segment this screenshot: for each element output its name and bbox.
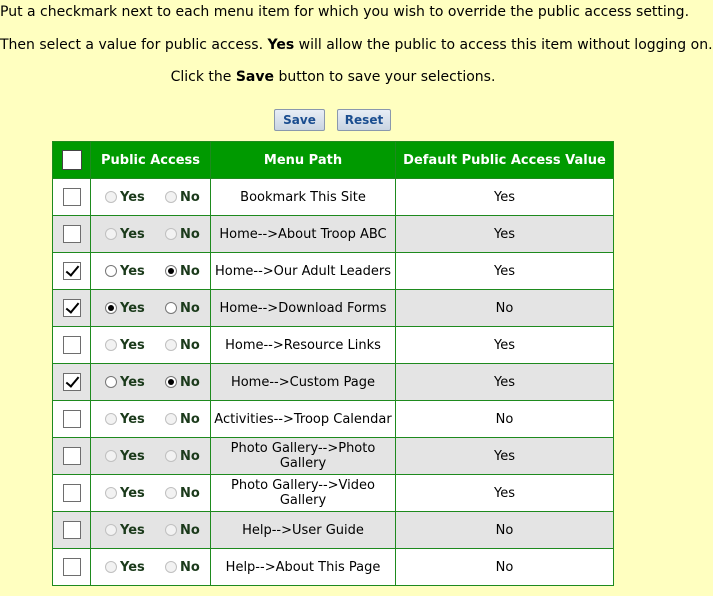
no-label: No <box>180 226 200 242</box>
public-access-cell <box>91 179 211 216</box>
yes-radio[interactable] <box>105 339 117 351</box>
yes-option[interactable] <box>105 449 165 464</box>
public-access-cell <box>91 253 211 290</box>
access-radio-group <box>91 523 210 538</box>
no-option[interactable] <box>165 375 205 390</box>
no-label: No <box>180 337 200 353</box>
yes-label: Yes <box>120 189 145 205</box>
default-value-cell: Yes <box>396 253 614 290</box>
default-value-cell: Yes <box>396 216 614 253</box>
public-access-cell <box>91 549 211 586</box>
access-radio-group <box>91 338 210 353</box>
no-label: No <box>180 411 200 427</box>
default-value-cell: Yes <box>396 438 614 475</box>
instruction-bold: Yes <box>267 37 295 53</box>
yes-label: Yes <box>120 374 145 390</box>
row-checkbox[interactable] <box>63 521 81 539</box>
row-checkbox[interactable] <box>63 373 81 391</box>
no-radio[interactable] <box>165 339 177 351</box>
table-row <box>53 179 614 216</box>
row-checkbox[interactable] <box>63 188 81 206</box>
row-select-cell <box>53 438 91 475</box>
no-radio[interactable] <box>165 191 177 203</box>
row-checkbox[interactable] <box>63 336 81 354</box>
access-radio-group <box>91 449 210 464</box>
public-access-cell <box>91 364 211 401</box>
menu-path-cell: Home-->About Troop ABC <box>211 216 396 253</box>
no-radio[interactable] <box>165 302 177 314</box>
menu-path-cell: Activities-->Troop Calendar <box>211 401 396 438</box>
no-radio[interactable] <box>165 265 177 277</box>
table-row <box>53 253 614 290</box>
yes-radio[interactable] <box>105 228 117 240</box>
save-button[interactable]: Save <box>274 109 325 131</box>
row-select-cell <box>53 179 91 216</box>
yes-radio[interactable] <box>105 561 117 573</box>
no-radio[interactable] <box>165 413 177 425</box>
instruction-line-2 <box>0 37 713 53</box>
default-value-cell: No <box>396 549 614 586</box>
menu-path-cell: Photo Gallery-->Video Gallery <box>211 475 396 512</box>
no-option[interactable] <box>165 227 205 242</box>
instruction-line-3 <box>0 69 666 85</box>
table-row <box>53 549 614 586</box>
yes-option[interactable] <box>105 338 165 353</box>
access-radio-group <box>91 190 210 205</box>
yes-radio[interactable] <box>105 450 117 462</box>
yes-label: Yes <box>120 411 145 427</box>
menu-path-cell: Home-->Resource Links <box>211 327 396 364</box>
instruction-bold: Save <box>235 69 274 85</box>
menu-path-cell: Help-->About This Page <box>211 549 396 586</box>
row-checkbox[interactable] <box>63 299 81 317</box>
no-option[interactable] <box>165 523 205 538</box>
no-label: No <box>180 559 200 575</box>
no-radio[interactable] <box>165 376 177 388</box>
no-radio[interactable] <box>165 450 177 462</box>
no-option[interactable] <box>165 412 205 427</box>
yes-option[interactable] <box>105 486 165 501</box>
menu-path-header: Menu Path <box>211 142 396 179</box>
row-checkbox[interactable] <box>63 558 81 576</box>
yes-radio[interactable] <box>105 413 117 425</box>
public-access-cell <box>91 438 211 475</box>
row-select-cell <box>53 549 91 586</box>
table-row <box>53 475 614 512</box>
table-row <box>53 216 614 253</box>
public-access-cell <box>91 512 211 549</box>
public-access-cell <box>91 401 211 438</box>
no-radio[interactable] <box>165 561 177 573</box>
row-select-cell <box>53 216 91 253</box>
access-radio-group <box>91 301 210 316</box>
instruction-line-1 <box>0 4 690 20</box>
table-row <box>53 290 614 327</box>
row-select-cell <box>53 512 91 549</box>
yes-radio[interactable] <box>105 376 117 388</box>
row-select-cell <box>53 364 91 401</box>
access-radio-group <box>91 486 210 501</box>
no-radio[interactable] <box>165 228 177 240</box>
yes-label: Yes <box>120 522 145 538</box>
row-checkbox[interactable] <box>63 262 81 280</box>
menu-path-cell: Home-->Download Forms <box>211 290 396 327</box>
yes-option[interactable] <box>105 190 165 205</box>
table-row <box>53 327 614 364</box>
instruction-text: Put a checkmark next to each menu item for which you wish to override the public access setting. <box>0 4 690 20</box>
instruction-text: Click the <box>170 69 232 85</box>
yes-option[interactable] <box>105 412 165 427</box>
yes-label: Yes <box>120 448 145 464</box>
instruction-text: button to save your selections. <box>278 69 496 85</box>
no-option[interactable] <box>165 264 205 279</box>
no-label: No <box>180 522 200 538</box>
yes-label: Yes <box>120 337 145 353</box>
table-row <box>53 512 614 549</box>
yes-radio[interactable] <box>105 265 117 277</box>
yes-radio[interactable] <box>105 524 117 536</box>
default-value-cell: No <box>396 512 614 549</box>
table-header-row <box>53 142 614 179</box>
public-access-cell <box>91 290 211 327</box>
row-checkbox[interactable] <box>63 447 81 465</box>
table-row <box>53 364 614 401</box>
no-radio[interactable] <box>165 487 177 499</box>
row-checkbox[interactable] <box>63 484 81 502</box>
row-checkbox[interactable] <box>63 410 81 428</box>
no-option[interactable] <box>165 486 205 501</box>
no-label: No <box>180 374 200 390</box>
yes-option[interactable] <box>105 264 165 279</box>
yes-option[interactable] <box>105 301 165 316</box>
table-row <box>53 401 614 438</box>
no-option[interactable] <box>165 338 205 353</box>
access-radio-group <box>91 264 210 279</box>
no-label: No <box>180 189 200 205</box>
row-select-cell <box>53 290 91 327</box>
access-radio-group <box>91 375 210 390</box>
row-select-cell <box>53 253 91 290</box>
public-access-header: Public Access <box>91 142 211 179</box>
no-label: No <box>180 263 200 279</box>
menu-path-cell: Bookmark This Site <box>211 179 396 216</box>
yes-label: Yes <box>120 263 145 279</box>
menu-path-cell: Photo Gallery-->Photo Gallery <box>211 438 396 475</box>
menu-access-table <box>52 141 614 586</box>
yes-option[interactable] <box>105 523 165 538</box>
access-radio-group <box>91 412 210 427</box>
default-value-header: Default Public Access Value <box>396 142 614 179</box>
select-all-checkbox[interactable] <box>62 150 82 170</box>
no-option[interactable] <box>165 560 205 575</box>
default-value-cell: Yes <box>396 364 614 401</box>
no-label: No <box>180 300 200 316</box>
menu-path-cell: Help-->User Guide <box>211 512 396 549</box>
default-value-cell: No <box>396 290 614 327</box>
no-label: No <box>180 448 200 464</box>
default-value-cell: Yes <box>396 179 614 216</box>
row-select-cell <box>53 475 91 512</box>
yes-label: Yes <box>120 300 145 316</box>
table-row <box>53 438 614 475</box>
yes-radio[interactable] <box>105 487 117 499</box>
no-option[interactable] <box>165 449 205 464</box>
select-all-header <box>53 142 91 179</box>
public-access-cell <box>91 216 211 253</box>
yes-option[interactable] <box>105 375 165 390</box>
access-radio-group <box>91 560 210 575</box>
access-radio-group <box>91 227 210 242</box>
yes-label: Yes <box>120 559 145 575</box>
instruction-text: will allow the public to access this item without logging on. <box>298 37 713 53</box>
yes-radio[interactable] <box>105 191 117 203</box>
menu-path-cell: Home-->Custom Page <box>211 364 396 401</box>
public-access-cell <box>91 327 211 364</box>
default-value-cell: No <box>396 401 614 438</box>
yes-radio[interactable] <box>105 302 117 314</box>
yes-option[interactable] <box>105 560 165 575</box>
no-radio[interactable] <box>165 524 177 536</box>
public-access-cell <box>91 475 211 512</box>
default-value-cell: Yes <box>396 327 614 364</box>
yes-label: Yes <box>120 226 145 242</box>
default-value-cell: Yes <box>396 475 614 512</box>
yes-option[interactable] <box>105 227 165 242</box>
instruction-text: Then select a value for public access. <box>0 37 264 53</box>
row-checkbox[interactable] <box>63 225 81 243</box>
no-label: No <box>180 485 200 501</box>
reset-button[interactable]: Reset <box>337 109 391 131</box>
row-select-cell <box>53 401 91 438</box>
yes-label: Yes <box>120 485 145 501</box>
menu-path-cell: Home-->Our Adult Leaders <box>211 253 396 290</box>
row-select-cell <box>53 327 91 364</box>
no-option[interactable] <box>165 190 205 205</box>
no-option[interactable] <box>165 301 205 316</box>
